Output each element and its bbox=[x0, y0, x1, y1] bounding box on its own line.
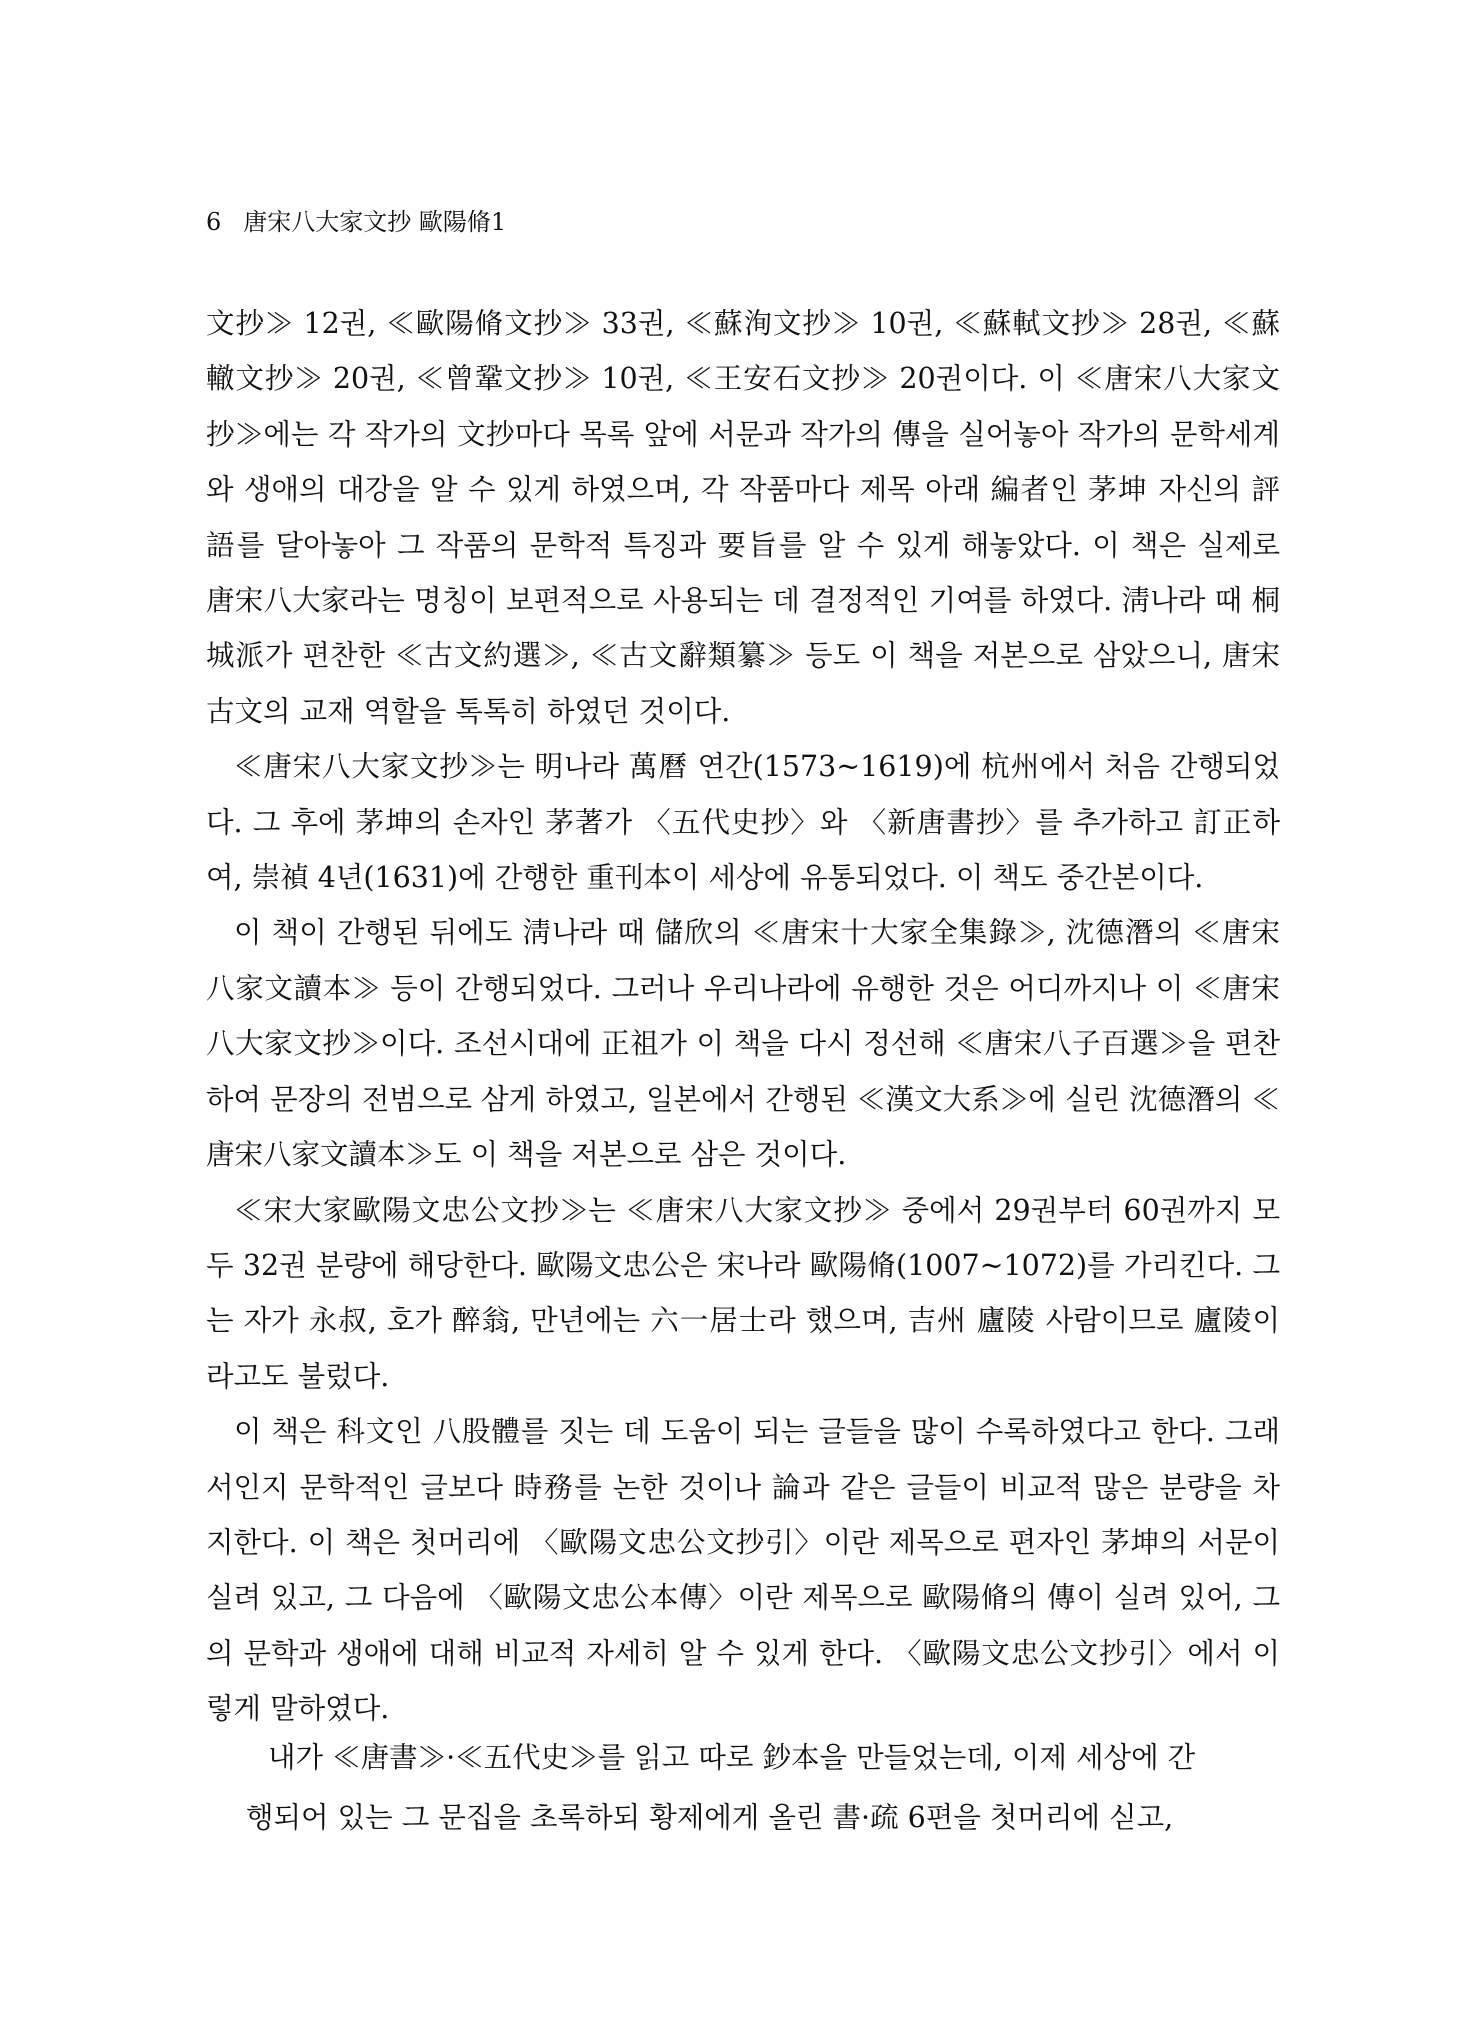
page-number: 6 bbox=[206, 208, 222, 236]
running-title: 唐宋八大家文抄 歐陽脩1 bbox=[243, 208, 507, 236]
paragraph-contents: 이 책은 科文인 八股體를 짓는 데 도움이 되는 글들을 많이 수록하였다고 한다. 그래서인지 문학적인 글보다 時務를 논한 것이나 論과 같은 글들이 비교적 많은 분량을 차지한다. 이 책은 첫머리에 〈歐陽文忠公文抄引〉이란 제목으로 편자인 茅坤의 서문이 실려 있고, 그 다음에 〈歐陽文忠公本傳〉이란 제목으로 歐陽脩의 傳이 실려 있어, 그의 문학과 생애에 대해 비교적 자세히 알 수 있게 한다. 〈歐陽文忠公文抄引〉에서 이렇게 말하였다. bbox=[206, 1415, 1280, 1726]
paragraph-reception: 이 책이 간행된 뒤에도 淸나라 때 儲欣의 ≪唐宋十大家全集錄≫, 沈德潛의 ≪唐宋八家文讀本≫ 등이 간행되었다. 그러나 우리나라에 유행한 것은 어디까지나 이 ≪唐宋八大家文抄≫이다. 조선시대에 正祖가 이 책을 다시 정선해 ≪唐宋八子百選≫을 편찬하여 문장의 전범으로 삼게 하였고, 일본에서 간행된 ≪漢文大系≫에 실린 沈德潛의 ≪唐宋八家文讀本≫도 이 책을 저본으로 삼은 것이다. bbox=[206, 916, 1280, 1172]
quote-line: 행되어 있는 그 문집을 초록하되 황제에게 올린 書·疏 6편을 첫머리에 싣고, bbox=[246, 1801, 1174, 1834]
block-quote bbox=[206, 1728, 1280, 1848]
body-text bbox=[206, 296, 1280, 1737]
running-header bbox=[206, 206, 506, 238]
paragraph-ouyang-xiu: ≪宋大家歐陽文忠公文抄≫는 ≪唐宋八大家文抄≫ 중에서 29권부터 60권까지 모두 32권 분량에 해당한다. 歐陽文忠公은 宋나라 歐陽脩(1007~1072)를 가리킨다. 그는 자가 永叔, 호가 醉翁, 만년에는 六一居士라 했으며, 吉州 廬陵 사람이므로 廬陵이라고도 불렀다. bbox=[206, 1193, 1280, 1393]
paragraph-continued: 文抄≫ 12권, ≪歐陽脩文抄≫ 33권, ≪蘇洵文抄≫ 10권, ≪蘇軾文抄≫ 28권, ≪蘇轍文抄≫ 20권, ≪曾鞏文抄≫ 10권, ≪王安石文抄≫ 20권이다. 이 ≪唐宋八大家文抄≫에는 각 작가의 文抄마다 목록 앞에 서문과 작가의 傳을 실어놓아 작가의 문학세계와 생애의 대강을 알 수 있게 하였으며, 각 작품마다 제목 아래 編者인 茅坤 자신의 評語를 달아놓아 그 작품의 문학적 특징과 要旨를 알 수 있게 해놓았다. 이 책은 실제로 唐宋八大家라는 명칭이 보편적으로 사용되는 데 결정적인 기여를 하였다. 淸나라 때 桐城派가 편찬한 ≪古文約選≫, ≪古文辭類纂≫ 등도 이 책을 저본으로 삼았으니, 唐宋古文의 교재 역할을 톡톡히 하였던 것이다. bbox=[206, 307, 1280, 728]
quote-line: 내가 ≪唐書≫·≪五代史≫를 읽고 따로 鈔本을 만들었는데, 이제 세상에 간 bbox=[268, 1741, 1196, 1774]
paragraph-publication-history: ≪唐宋八大家文抄≫는 明나라 萬曆 연간(1573~1619)에 杭州에서 처음 간행되었다. 그 후에 茅坤의 손자인 茅著가 〈五代史抄〉와 〈新唐書抄〉를 추가하고 訂正하여, 崇禎 4년(1631)에 간행한 重刊本이 세상에 유통되었다. 이 책도 중간본이다. bbox=[206, 750, 1280, 895]
